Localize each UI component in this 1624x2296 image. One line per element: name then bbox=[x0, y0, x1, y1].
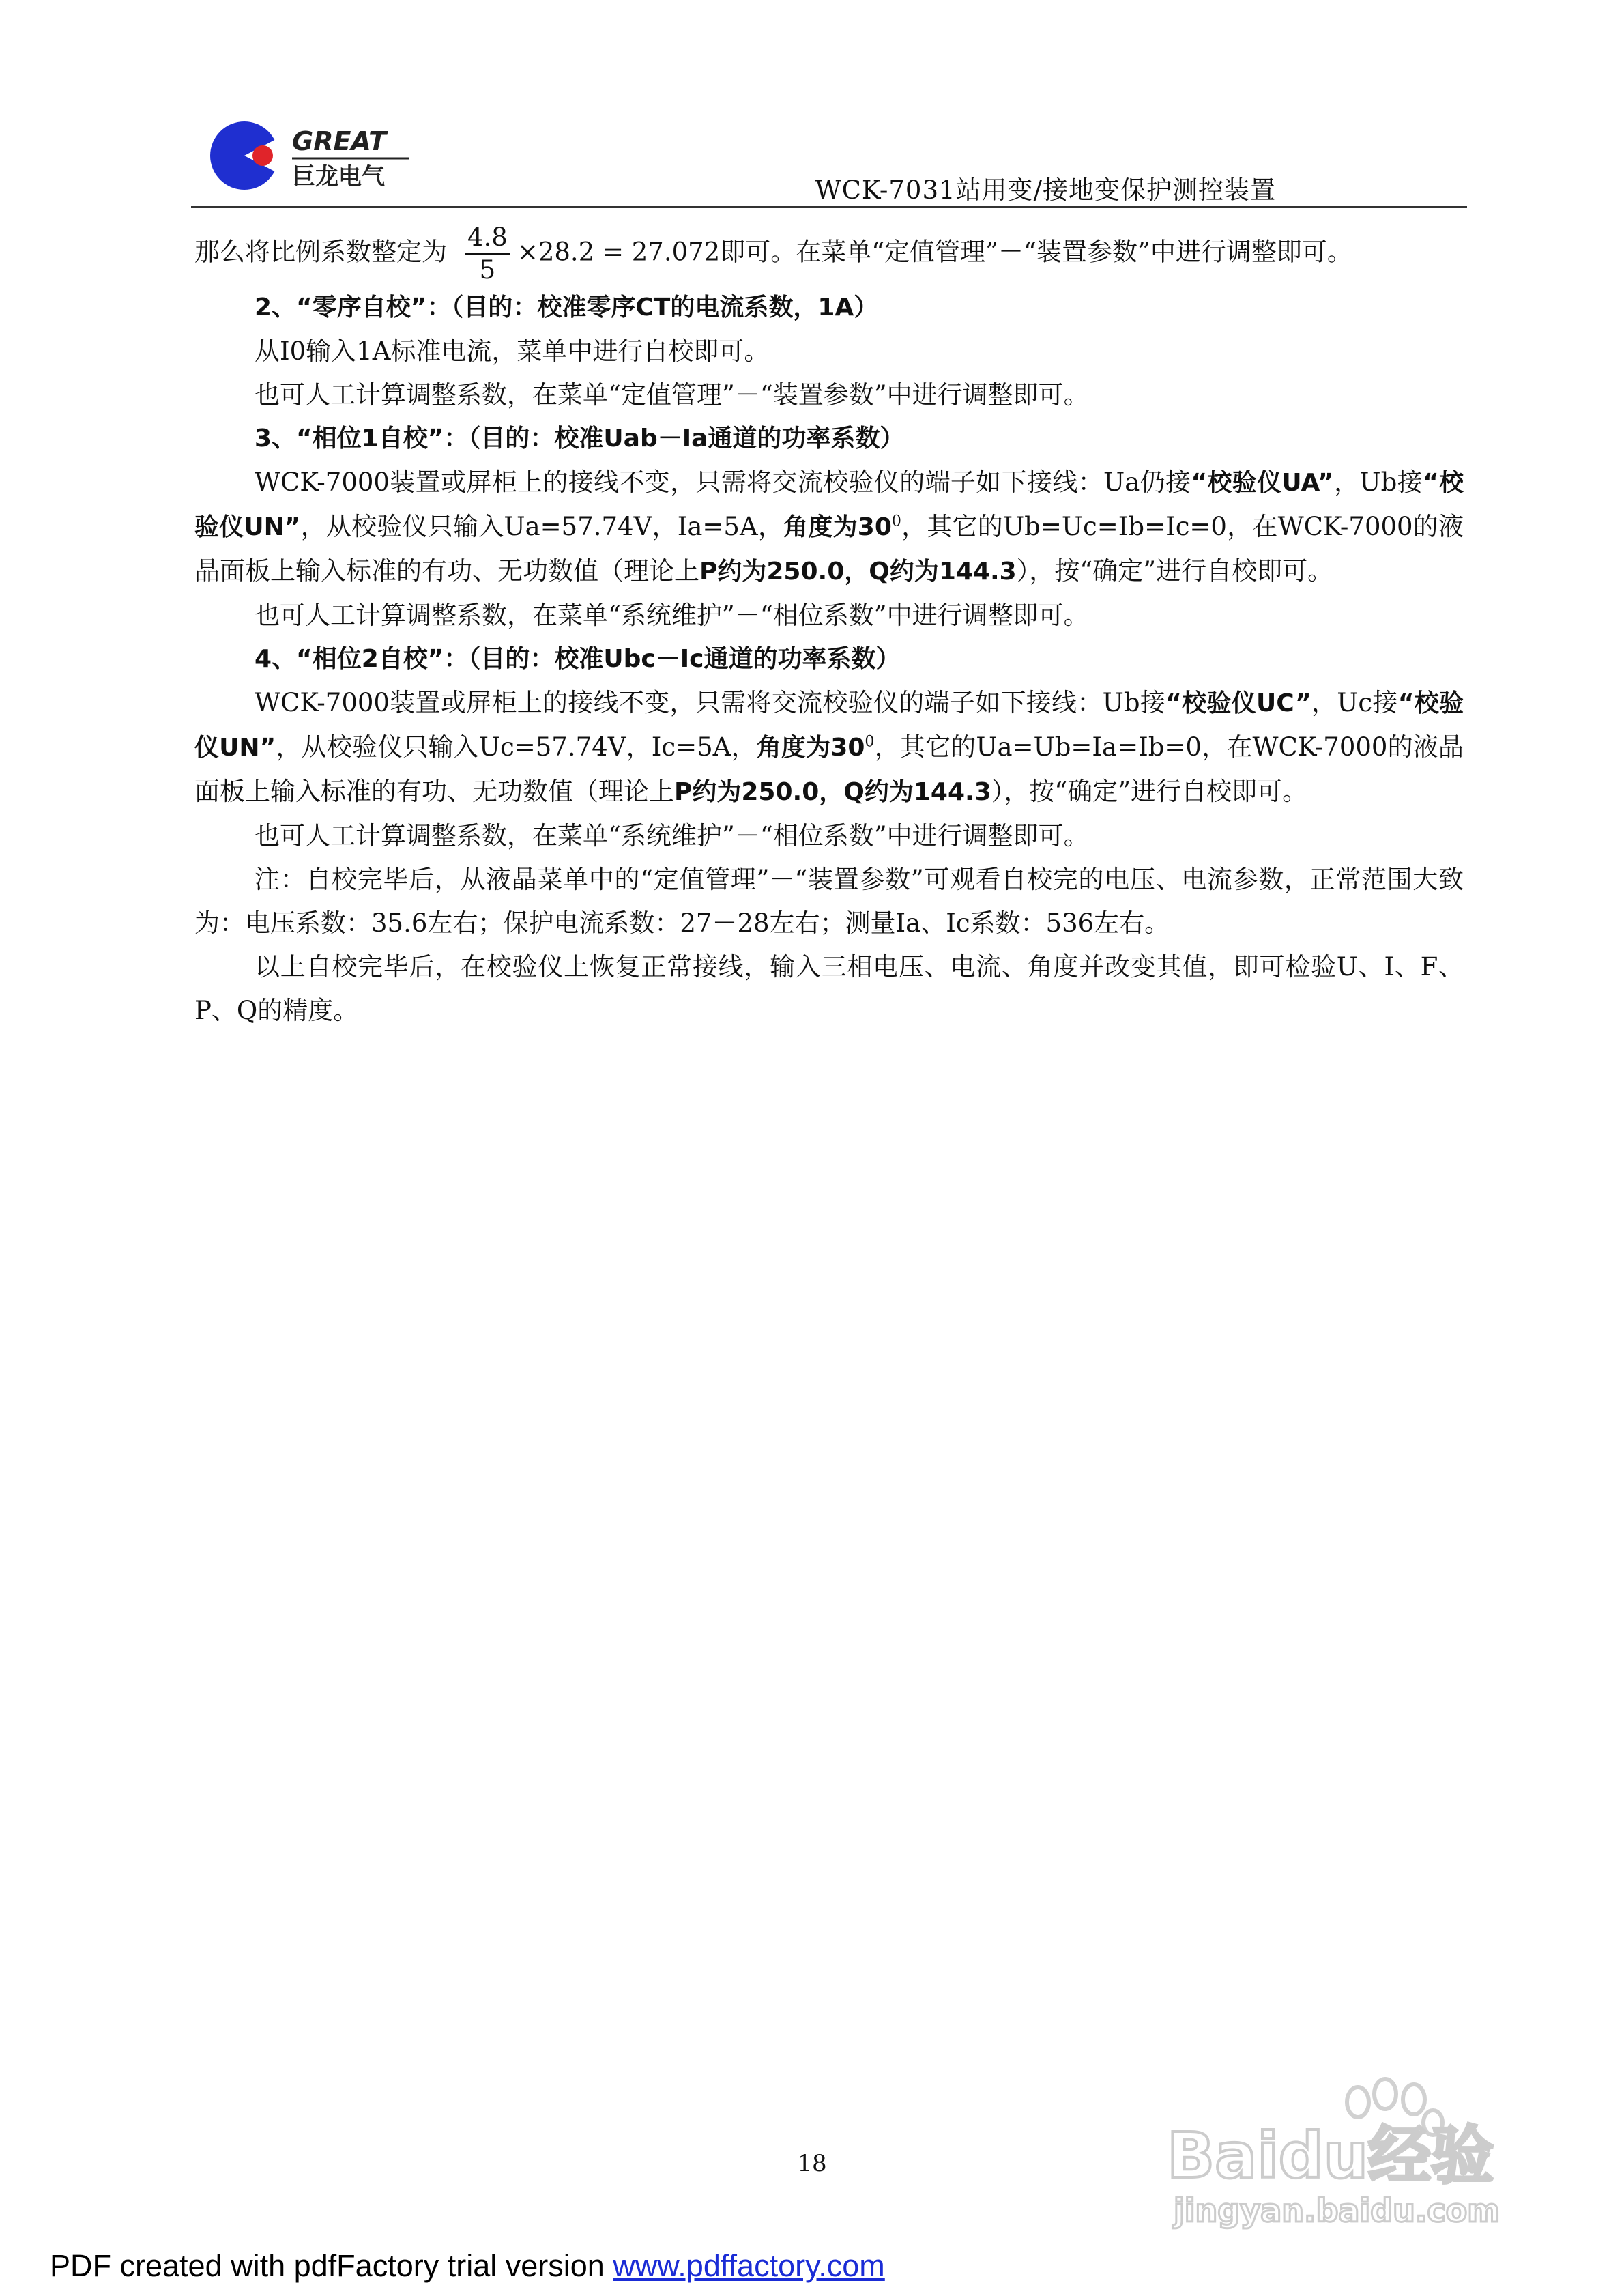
phase1-text-e: ，从校验仪只输入Ua=57.74V，Ia=5A， bbox=[300, 512, 784, 541]
paragraph-zero-seq-manual: 也可人工计算调整系数，在菜单“定值管理”－“装置参数”中进行调整即可。 bbox=[255, 380, 1089, 410]
ratio-text-before: 那么将比例系数整定为 bbox=[194, 237, 447, 267]
phase1-text-a: WCK-7000装置或屏柜上的接线不变，只需将交流校验仪的端子如下接线：Ua仍接 bbox=[255, 468, 1191, 497]
baidu-jingyan-watermark bbox=[1160, 2075, 1542, 2232]
phase2-text-i: ），按“确定”进行自校即可。 bbox=[991, 777, 1308, 806]
logo-text-cn: 巨龙电气 bbox=[292, 163, 385, 190]
phase1-text-i: ），按“确定”进行自校即可。 bbox=[1016, 556, 1333, 586]
paragraph-phase1-wiring bbox=[194, 461, 1464, 594]
phase1-degree-sup: 0 bbox=[891, 513, 901, 530]
paragraph-phase2-manual: 也可人工计算调整系数，在菜单“系统维护”－“相位系数”中进行调整即可。 bbox=[255, 821, 1089, 850]
footer-text: PDF created with pdfFactory trial version bbox=[50, 2248, 613, 2283]
paragraph-phase1-manual: 也可人工计算调整系数，在菜单“系统维护”－“相位系数”中进行调整即可。 bbox=[255, 601, 1089, 630]
phase2-text-a: WCK-7000装置或屏柜上的接线不变，只需将交流校验仪的端子如下接线：Ub接 bbox=[255, 688, 1166, 717]
document-title: WCK-7031站用变/接地变保护测控装置 bbox=[815, 175, 1276, 205]
section-heading-zero-seq: 2、“零序自校”：（目的：校准零序CT的电流系数，1A） bbox=[255, 293, 879, 321]
watermark-brand: Baidu经验 bbox=[1167, 2119, 1494, 2192]
phase1-text-h: P约为250.0，Q约为144.3 bbox=[699, 558, 1017, 586]
section-heading-phase1: 3、“相位1自校”：（目的：校准Uab－Ia通道的功率系数） bbox=[255, 425, 905, 453]
fraction-denominator: 5 bbox=[479, 255, 496, 285]
fraction bbox=[465, 222, 510, 286]
ratio-text-after: 即可。在菜单“定值管理”－“装置参数”中进行调整即可。 bbox=[720, 237, 1352, 267]
header-divider bbox=[191, 206, 1467, 208]
document-body bbox=[194, 222, 1464, 1033]
phase2-text-b: “校验仪UC” bbox=[1165, 689, 1311, 717]
phase2-degree-sup: 0 bbox=[865, 733, 875, 751]
great-logo bbox=[205, 116, 416, 191]
section-heading-phase2: 4、“相位2自校”：（目的：校准Ubc－Ic通道的功率系数） bbox=[255, 645, 901, 673]
pdf-footer bbox=[50, 2248, 885, 2284]
phase1-text-g: ，其它的Ub=Uc=Ib=Ic=0，在WCK-7000的液晶面板上输入标准的有功、无功数值（理论上 bbox=[194, 512, 1464, 586]
phase2-text-g: ，其它的Ua=Ub=Ia=Ib=0，在WCK-7000的液晶面板上输入标准的有功、无功数值（理论上 bbox=[194, 732, 1464, 806]
phase2-text-e: ，从校验仪只输入Uc=57.74V，Ic=5A， bbox=[276, 732, 757, 762]
phase1-text-f: 角度为30 bbox=[783, 513, 892, 541]
watermark-url: jingyan.baidu.com bbox=[1174, 2192, 1500, 2229]
paragraph-note: 注：自校完毕后，从液晶菜单中的“定值管理”－“装置参数”可观看自校完的电压、电流参数，正常范围大致为：电压系数：35.6左右；保护电流系数：27－28左右；测量Ia、Ic系数：536左右。 bbox=[194, 865, 1464, 938]
pdffactory-link[interactable]: www.pdffactory.com bbox=[613, 2248, 885, 2283]
page-header bbox=[191, 102, 1467, 205]
paragraph-phase2-wiring bbox=[194, 681, 1464, 814]
phase2-text-c: ，Uc接 bbox=[1311, 688, 1398, 717]
logo-text-en: GREAT bbox=[292, 126, 387, 156]
phase2-text-f: 角度为30 bbox=[756, 734, 865, 762]
formula-expression: ×28.2 = 27.072 bbox=[517, 237, 721, 267]
paragraph-conclusion: 以上自校完毕后，在校验仪上恢复正常接线，输入三相电压、电流、角度并改变其值，即可检验U、I、F、P、Q的精度。 bbox=[194, 952, 1464, 1025]
fraction-numerator: 4.8 bbox=[465, 222, 510, 255]
page-number: 18 bbox=[797, 2150, 827, 2177]
phase1-text-c: ，Ub接 bbox=[1333, 468, 1423, 497]
phase1-text-d: “校验仪UN” bbox=[194, 469, 1464, 541]
phase1-text-b: “校验仪UA” bbox=[1191, 469, 1334, 497]
paragraph-ratio bbox=[194, 222, 1464, 286]
paragraph-zero-seq-input: 从I0输入1A标准电流，菜单中进行自校即可。 bbox=[255, 336, 770, 366]
phase2-text-h: P约为250.0，Q约为144.3 bbox=[674, 778, 991, 806]
phase2-text-d: “校验仪UN” bbox=[194, 689, 1464, 762]
